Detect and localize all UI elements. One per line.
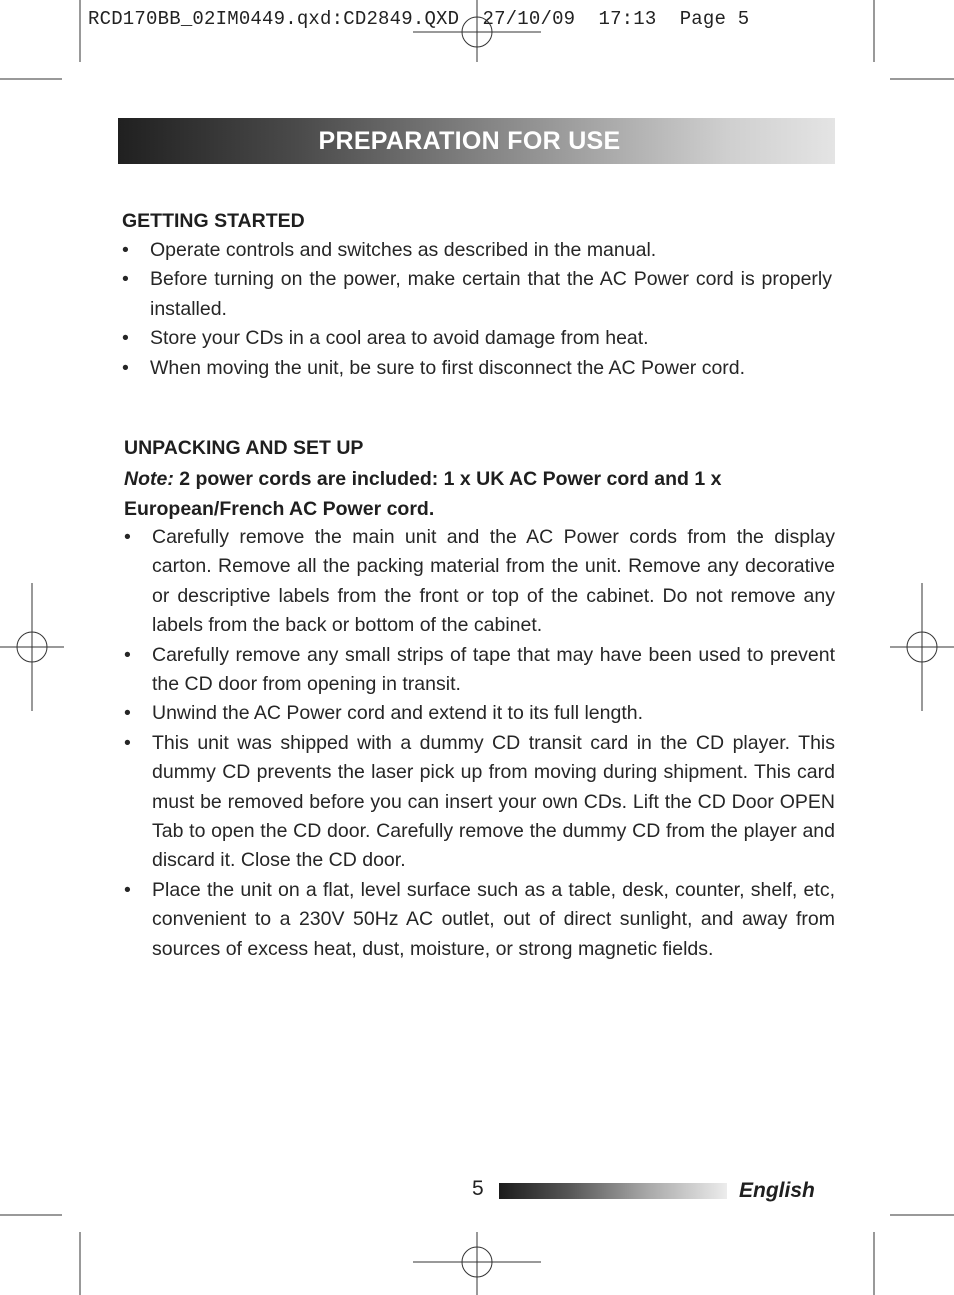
- section-banner: [118, 118, 835, 164]
- section-title: PREPARATION FOR USE: [318, 126, 621, 155]
- note-text: 2 power cords are included: 1 x UK AC Power cord and 1 x European/French AC Power cord.: [124, 468, 722, 520]
- bullet-icon: •: [124, 526, 131, 548]
- bullet-icon: •: [124, 731, 131, 754]
- list-item: • Before turning on the power, make certain that the AC Power cord is properly installed.: [150, 265, 832, 324]
- bullet-icon: •: [122, 268, 129, 291]
- list-item: • When moving the unit, be sure to first disconnect the AC Power cord.: [150, 354, 832, 383]
- bullet-icon: •: [122, 327, 129, 350]
- note-paragraph: [124, 465, 836, 524]
- page-number: 5: [472, 1177, 484, 1200]
- bullet-icon: •: [122, 239, 129, 261]
- list-item: • Store your CDs in a cool area to avoid damage from heat.: [150, 324, 832, 353]
- getting-started-heading: GETTING STARTED: [122, 210, 305, 232]
- list-item: • Carefully remove the main unit and the AC Power cords from the display carton. Remove all the packing material from the unit. Remove any decorative or descriptive labels from the front or top of the cabinet. Do not remove any labels from the back or bottom of the cabinet.: [152, 523, 835, 641]
- list-item: • Operate controls and switches as described in the manual.: [150, 236, 832, 265]
- bullet-icon: •: [124, 878, 131, 901]
- bullet-icon: •: [124, 643, 131, 666]
- unpacking-heading: UNPACKING AND SET UP: [124, 437, 364, 459]
- footer-language: English: [739, 1179, 815, 1202]
- list-item: • Unwind the AC Power cord and extend it to its full length.: [152, 699, 835, 728]
- footer-gradient-bar: [499, 1183, 727, 1199]
- list-item: • This unit was shipped with a dummy CD transit card in the CD player. This dummy CD prevents the laser pick up from moving during shipment. This card must be removed before you can insert your own CDs. Lift the CD Door OPEN Tab to open the CD door. Carefully remove the dummy CD from the player and discard it. Close the CD door.: [152, 729, 835, 876]
- bullet-icon: •: [124, 702, 131, 725]
- bullet-icon: •: [122, 356, 129, 379]
- note-label: Note:: [124, 468, 174, 490]
- list-item: • Place the unit on a flat, level surface such as a table, desk, counter, shelf, etc, convenient to a 230V 50Hz AC outlet, out of direct sunlight, and away from sources of excess heat, dust, moisture, or strong magnetic fields.: [152, 876, 835, 964]
- print-slug: RCD170BB_02IM0449.qxd:CD2849.QXD 27/10/09 17:13 Page 5: [88, 8, 750, 30]
- list-item: • Carefully remove any small strips of tape that may have been used to prevent the CD door from opening in transit.: [152, 641, 835, 700]
- getting-started-list: [122, 236, 832, 383]
- unpacking-list: [124, 523, 835, 964]
